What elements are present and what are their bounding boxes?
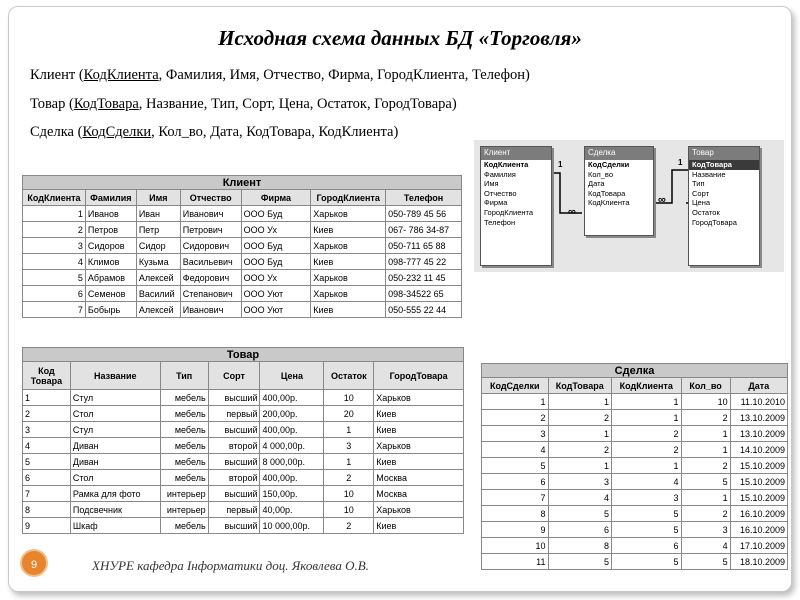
schema-goods-key: КодТовара [73, 96, 139, 112]
table-cell: 4 [482, 442, 549, 458]
table-cell: 050-232 11 45 [386, 270, 462, 286]
table-cell: ООО Уют [241, 286, 311, 302]
goods-table [22, 347, 464, 534]
clients-header-row [23, 190, 462, 206]
table-row[interactable] [23, 286, 462, 302]
table-cell: 40,00р. [260, 502, 324, 518]
schema-deal-name: Сделка ( [30, 124, 83, 140]
table-cell: Москва [374, 486, 464, 502]
table-cell: ООО Буд [241, 254, 311, 270]
table-cell: 9 [23, 518, 71, 534]
table-row[interactable] [23, 406, 464, 422]
diagram-table-goods[interactable] [688, 146, 760, 266]
table-cell: 3 [324, 438, 374, 454]
table-cell: 16.10.2009 [730, 506, 787, 522]
deals-column-header[interactable]: Дата [730, 378, 787, 394]
goods-column-header[interactable]: Остаток [324, 362, 374, 390]
diagram-goods-field: Остаток [692, 207, 720, 217]
table-cell: 1 [681, 426, 730, 442]
table-row[interactable] [23, 238, 462, 254]
table-cell: Киев [311, 222, 386, 238]
table-cell: Харьков [311, 286, 386, 302]
table-cell: 3 [482, 426, 549, 442]
table-cell: 13.10.2009 [730, 426, 787, 442]
table-cell: 050-555 22 44 [386, 302, 462, 318]
table-row[interactable] [482, 522, 788, 538]
table-cell: Кузьма [136, 254, 180, 270]
diagram-client-field: Фамилия [484, 169, 516, 179]
table-cell: высший [208, 454, 260, 470]
diagram-deal-field: КодКлиента [588, 198, 630, 208]
table-cell: Иван [136, 206, 180, 222]
table-cell: 2 [611, 442, 681, 458]
diagram-table-deal[interactable] [584, 146, 654, 236]
table-row[interactable] [482, 474, 788, 490]
schema-deal-attrs: , Кол_во, Дата, КодТовара, КодКлиента) [151, 124, 399, 140]
clients-column-header[interactable]: Имя [136, 190, 180, 206]
table-cell: 20 [324, 406, 374, 422]
table-cell: Семенов [85, 286, 136, 302]
table-cell: 8 000,00р. [260, 454, 324, 470]
schema-client [30, 67, 530, 84]
table-cell: 050-789 45 56 [386, 206, 462, 222]
table-cell: Петр [136, 222, 180, 238]
table-cell: 5 [548, 554, 611, 570]
table-cell: 400,00р. [260, 390, 324, 406]
table-cell: 2 [324, 470, 374, 486]
table-cell: 400,00р. [260, 470, 324, 486]
clients-column-header[interactable]: КодКлиента [23, 190, 86, 206]
table-cell: Москва [374, 470, 464, 486]
table-cell: Харьков [311, 238, 386, 254]
table-row[interactable] [482, 506, 788, 522]
table-row[interactable] [23, 270, 462, 286]
diagram-deal-field: Кол_во [588, 169, 613, 179]
goods-column-header[interactable]: ГородТовара [374, 362, 464, 390]
table-cell: 4 000,00р. [260, 438, 324, 454]
table-cell: ООО Ух [241, 222, 311, 238]
table-cell: Рамка для фото [70, 486, 160, 502]
diagram-client-field: Имя [484, 179, 499, 189]
table-cell: высший [208, 422, 260, 438]
table-row[interactable] [23, 422, 464, 438]
table-cell: 11 [482, 554, 549, 570]
table-cell: 1 [681, 442, 730, 458]
table-cell: Харьков [311, 206, 386, 222]
table-cell: второй [208, 438, 260, 454]
table-cell: 6 [548, 522, 611, 538]
table-cell: высший [208, 486, 260, 502]
table-cell: 4 [611, 474, 681, 490]
table-cell: 2 [548, 410, 611, 426]
table-cell: 6 [482, 474, 549, 490]
goods-header-row [23, 362, 464, 390]
table-cell: высший [208, 518, 260, 534]
diagram-table-client[interactable] [480, 146, 552, 266]
table-cell: Диван [70, 438, 160, 454]
table-row[interactable] [23, 454, 464, 470]
diagram-goods-field: Сорт [692, 188, 710, 198]
page-number-badge: 9 [20, 549, 48, 577]
clients-table [22, 175, 462, 318]
table-cell: 2 [681, 458, 730, 474]
slide-title: Исходная схема данных БД «Торговля» [218, 26, 582, 50]
table-cell: 2 [548, 442, 611, 458]
deals-column-header[interactable]: КодКлиента [611, 378, 681, 394]
diagram-deal-field: КодТовара [588, 188, 626, 198]
table-cell: 050-711 65 88 [386, 238, 462, 254]
table-cell: Стул [70, 422, 160, 438]
table-cell: 15.10.2009 [730, 474, 787, 490]
goods-column-header[interactable]: Сорт [208, 362, 260, 390]
table-cell: Киев [374, 406, 464, 422]
table-cell: Абрамов [85, 270, 136, 286]
table-cell: Киев [374, 422, 464, 438]
table-cell: Стул [70, 390, 160, 406]
table-cell: 5 [482, 458, 549, 474]
table-row[interactable] [23, 254, 462, 270]
table-cell: 5 [611, 506, 681, 522]
table-cell: 1 [23, 390, 71, 406]
table-row[interactable] [23, 470, 464, 486]
table-cell: 400,00р. [260, 422, 324, 438]
table-cell: 7 [482, 490, 549, 506]
table-cell: Подсвечник [70, 502, 160, 518]
table-cell: 10 [681, 394, 730, 410]
table-cell: Харьков [311, 270, 386, 286]
schema-deal-key: КодСделки [82, 124, 152, 140]
table-cell: Васильевич [180, 254, 241, 270]
table-row[interactable] [482, 410, 788, 426]
table-row[interactable] [23, 302, 462, 318]
table-cell: 2 [681, 506, 730, 522]
diagram-client-title: Клиент [481, 147, 551, 160]
table-row[interactable] [23, 390, 464, 406]
table-cell: Сидоров [85, 238, 136, 254]
table-cell: 5 [681, 554, 730, 570]
table-cell: 200,00р. [260, 406, 324, 422]
schema-goods [30, 96, 457, 113]
table-cell: 14.10.2009 [730, 442, 787, 458]
schema-client-attrs: , Фамилия, Имя, Отчество, Фирма, ГородКлиента, Телефон) [158, 67, 530, 83]
table-row[interactable] [482, 554, 788, 570]
table-cell: 3 [23, 238, 86, 254]
table-row[interactable] [23, 222, 462, 238]
table-cell: Киев [311, 254, 386, 270]
table-row[interactable] [23, 502, 464, 518]
table-cell: 067- 786 34-87 [386, 222, 462, 238]
table-cell: 1 [482, 394, 549, 410]
table-row[interactable] [482, 394, 788, 410]
table-cell: 098-34522 65 [386, 286, 462, 302]
table-cell: 7 [23, 486, 71, 502]
table-cell: Диван [70, 454, 160, 470]
diagram-goods-field: КодТовара [689, 160, 759, 170]
goods-column-header[interactable]: Название [70, 362, 160, 390]
schema-goods-name: Товар ( [30, 96, 74, 112]
goods-column-header[interactable]: Тип [160, 362, 208, 390]
table-cell: 2 [681, 410, 730, 426]
table-cell: Харьков [374, 390, 464, 406]
table-cell: 6 [611, 538, 681, 554]
table-cell: высший [208, 390, 260, 406]
goods-column-header[interactable]: Цена [260, 362, 324, 390]
table-cell: Василий [136, 286, 180, 302]
table-cell: Степанович [180, 286, 241, 302]
table-cell: 1 [611, 410, 681, 426]
deals-column-header[interactable]: КодТовара [548, 378, 611, 394]
table-cell: 1 [548, 394, 611, 410]
table-row[interactable] [482, 426, 788, 442]
table-row[interactable] [482, 458, 788, 474]
table-cell: 15.10.2009 [730, 490, 787, 506]
table-cell: Стол [70, 406, 160, 422]
schema-client-name: Клиент ( [30, 67, 84, 83]
table-cell: мебель [160, 454, 208, 470]
table-cell: Шкаф [70, 518, 160, 534]
table-cell: 4 [548, 490, 611, 506]
diagram-client-field: КодКлиента [484, 160, 529, 169]
table-cell: 5 [23, 454, 71, 470]
clients-column-header[interactable]: Отчество [180, 190, 241, 206]
table-cell: 6 [23, 286, 86, 302]
table-cell: мебель [160, 470, 208, 486]
deals-caption: Сделка [482, 364, 788, 378]
diagram-goods-field: Тип [692, 179, 705, 189]
rel-one-client: 1 [558, 160, 563, 169]
diagram-client-field: Фирма [484, 198, 508, 208]
table-cell: Харьков [374, 438, 464, 454]
clients-caption: Клиент [23, 176, 462, 190]
table-cell: Иванович [180, 206, 241, 222]
table-cell: Бобырь [85, 302, 136, 318]
table-cell: 1 [611, 458, 681, 474]
table-cell: 5 [23, 270, 86, 286]
diagram-goods-field: Название [692, 169, 726, 179]
table-cell: 1 [23, 206, 86, 222]
table-cell: ООО Уют [241, 302, 311, 318]
rel-many-goods: ∞ [658, 194, 666, 206]
table-cell: Алексей [136, 270, 180, 286]
table-cell: 1 [611, 394, 681, 410]
table-cell: мебель [160, 406, 208, 422]
table-cell: Киев [374, 518, 464, 534]
table-cell: мебель [160, 422, 208, 438]
table-cell: 8 [23, 502, 71, 518]
table-cell: 6 [23, 470, 71, 486]
table-cell: 3 [548, 474, 611, 490]
table-row[interactable] [23, 206, 462, 222]
table-cell: второй [208, 470, 260, 486]
table-cell: 150,00р. [260, 486, 324, 502]
table-cell: 1 [548, 458, 611, 474]
table-cell: Киев [311, 302, 386, 318]
table-cell: 1 [681, 490, 730, 506]
rel-one-goods: 1 [678, 158, 683, 167]
table-cell: 5 [548, 506, 611, 522]
schema-goods-attrs: , Название, Тип, Сорт, Цена, Остаток, ГородТовара) [138, 96, 457, 112]
table-cell: ООО Ух [241, 270, 311, 286]
diagram-deal-field: КодСделки [588, 160, 630, 169]
table-cell: Иванович [180, 302, 241, 318]
table-cell: Федорович [180, 270, 241, 286]
table-cell: мебель [160, 390, 208, 406]
clients-column-header[interactable]: Фирма [241, 190, 311, 206]
table-cell: Петрович [180, 222, 241, 238]
table-cell: 5 [611, 554, 681, 570]
table-cell: первый [208, 502, 260, 518]
table-cell: 17.10.2009 [730, 538, 787, 554]
table-row[interactable] [482, 538, 788, 554]
table-cell: 4 [23, 254, 86, 270]
table-cell: мебель [160, 518, 208, 534]
deals-table [481, 363, 788, 570]
relationship-diagram [474, 140, 784, 272]
table-cell: 098-777 45 22 [386, 254, 462, 270]
table-cell: Климов [85, 254, 136, 270]
table-cell: 5 [611, 522, 681, 538]
table-cell: ООО Буд [241, 238, 311, 254]
table-cell: Киев [374, 454, 464, 470]
table-cell: 10 [324, 390, 374, 406]
diagram-deal-field: Дата [588, 179, 605, 189]
diagram-client-field: ГородКлиента [484, 207, 534, 217]
clients-column-header[interactable]: ГородКлиента [311, 190, 386, 206]
table-cell: 4 [23, 438, 71, 454]
table-cell: 11.10.2010 [730, 394, 787, 410]
table-cell: мебель [160, 438, 208, 454]
table-cell: 15.10.2009 [730, 458, 787, 474]
table-cell: ООО Буд [241, 206, 311, 222]
diagram-goods-title: Товар [689, 147, 759, 160]
rel-many-client: ∞ [568, 206, 576, 218]
table-cell: 2 [482, 410, 549, 426]
table-row[interactable] [482, 442, 788, 458]
table-cell: 18.10.2009 [730, 554, 787, 570]
table-cell: 8 [482, 506, 549, 522]
table-cell: интерьер [160, 486, 208, 502]
table-cell: 3 [23, 422, 71, 438]
table-cell: интерьер [160, 502, 208, 518]
table-cell: 8 [548, 538, 611, 554]
table-cell: Харьков [374, 502, 464, 518]
diagram-client-field: Телефон [484, 217, 516, 227]
table-cell: 16.10.2009 [730, 522, 787, 538]
table-cell: 1 [548, 426, 611, 442]
table-cell: 3 [611, 490, 681, 506]
table-cell: 10 000,00р. [260, 518, 324, 534]
table-cell: Сидор [136, 238, 180, 254]
table-row[interactable] [482, 490, 788, 506]
table-cell: 1 [324, 454, 374, 470]
diagram-goods-field: Цена [692, 198, 711, 208]
deals-header-row [482, 378, 788, 394]
table-cell: 9 [482, 522, 549, 538]
table-cell: первый [208, 406, 260, 422]
footer-text: ХНУРЕ кафедра Інформатики доц. Яковлева О.В. [92, 558, 369, 573]
table-cell: 7 [23, 302, 86, 318]
table-cell: 2 [324, 518, 374, 534]
table-cell: Иванов [85, 206, 136, 222]
schema-client-key: КодКлиента [83, 67, 159, 83]
diagram-goods-field: ГородТовара [692, 217, 737, 227]
table-cell: 13.10.2009 [730, 410, 787, 426]
deals-column-header[interactable]: КодСделки [482, 378, 549, 394]
table-cell: Стол [70, 470, 160, 486]
table-cell: 10 [482, 538, 549, 554]
diagram-deal-title: Сделка [585, 147, 653, 160]
table-cell: 10 [324, 486, 374, 502]
schema-deal [30, 124, 398, 141]
deals-column-header[interactable]: Кол_во [681, 378, 730, 394]
table-cell: 2 [611, 426, 681, 442]
goods-caption: Товар [23, 348, 464, 362]
table-cell: Алексей [136, 302, 180, 318]
table-row[interactable] [23, 438, 464, 454]
table-cell: Сидорович [180, 238, 241, 254]
clients-column-header[interactable]: Телефон [386, 190, 462, 206]
table-cell: 1 [324, 422, 374, 438]
diagram-client-field: Отчество [484, 188, 517, 198]
table-cell: 2 [23, 222, 86, 238]
table-cell: Петров [85, 222, 136, 238]
table-cell: 4 [681, 538, 730, 554]
table-cell: 5 [681, 474, 730, 490]
table-row[interactable] [23, 518, 464, 534]
table-cell: 3 [681, 522, 730, 538]
table-cell: 2 [23, 406, 71, 422]
clients-column-header[interactable]: Фамилия [85, 190, 136, 206]
table-cell: 10 [324, 502, 374, 518]
goods-column-header[interactable]: Код Товара [23, 362, 71, 390]
table-row[interactable] [23, 486, 464, 502]
